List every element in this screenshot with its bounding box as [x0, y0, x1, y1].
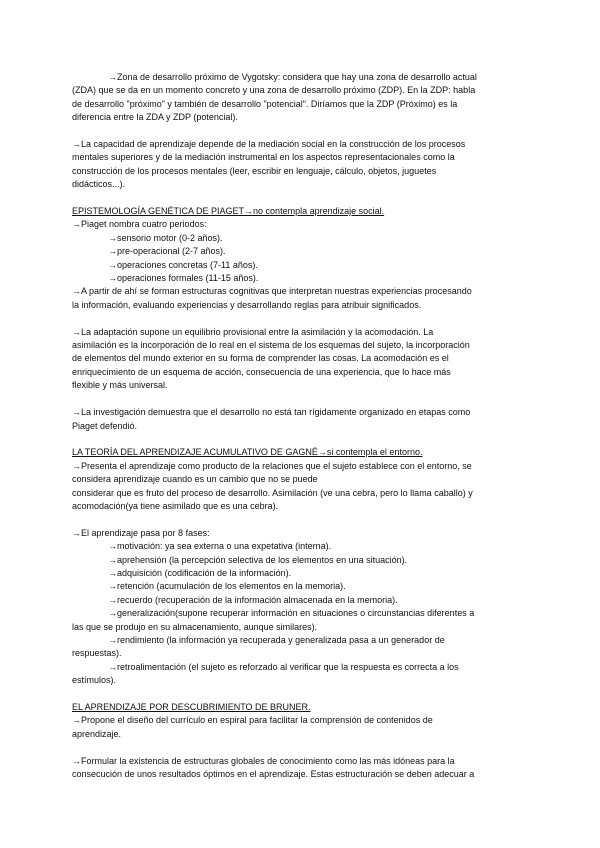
text-block	[72, 701, 520, 741]
text-line: acomodación(ya tiene asimilado que es una cebra).	[72, 500, 279, 511]
text-block	[72, 326, 520, 393]
text-line: →Zona de desarrollo próximo de Vygotsky: considera que hay una zona de desarrollo actual	[108, 72, 477, 82]
section-heading: EL APRENDIZAJE POR DESCUBRIMIENTO DE BRUNER.	[72, 701, 311, 712]
text-line: construcción de los procesos mentales (leer, escribir en lenguaje, cálculo, objetos, juguetes	[72, 165, 437, 176]
section-heading: LA TEORÍA DEL APRENDIZAJE ACUMULATIVO DE GAGNÉ→si contempla el entorno.	[72, 447, 423, 458]
text-line: mentales superiores y de la mediación instrumental en los aspectos representacionales como la	[72, 152, 455, 163]
text-line: →adquisición (codificación de la información).	[108, 567, 292, 578]
text-line: →El aprendizaje pasa por 8 fases:	[72, 527, 210, 538]
text-line: →recuerdo (recuperación de la información almacenada en la memoria).	[108, 594, 398, 605]
text-line: →Propone el diseño del currículo en espiral para facilitar la comprensión de contenidos de	[72, 715, 433, 726]
text-line: aprendizaje.	[72, 728, 122, 739]
text-line: respuestas).	[72, 648, 122, 659]
text-line: la información, evaluando experiencias y desarrollando reglas para atribuir significados.	[72, 299, 422, 310]
text-line: →pre-operacional (2-7 años).	[108, 246, 226, 257]
text-line: →Formular la existencia de estructuras globales de conocimiento como las más idóneas para la	[72, 755, 455, 766]
text-block	[72, 406, 520, 433]
text-block	[72, 527, 520, 688]
text-line: →retroalimentación (el sujeto es reforzado al verificar que la respuesta es correcta a los	[108, 661, 459, 672]
section-heading: EPISTEMOLOGÍA GENÉTICA DE PIAGET→no contempla aprendizaje social.	[72, 206, 385, 217]
text-line: las que se produjo en su almacenamiento, aunque similares).	[72, 621, 318, 632]
text-line: didácticos...).	[72, 179, 126, 190]
text-line: →Presenta el aprendizaje como producto de la relaciones que el sujeto establece con el entorno, se	[72, 460, 472, 471]
text-line: enriquecimiento de un esquema de acción, consecuencia de una experiencia, que lo hace más	[72, 366, 451, 377]
text-line: flexible y más universal.	[72, 380, 168, 391]
text-line: →rendimiento (la información ya recuperada y generalizada pasa a un generador de	[108, 634, 445, 645]
text-block	[72, 138, 520, 192]
text-line: asimilación es la incorporación de lo real en el sistema de los esquemas del sujeto, la incorporación	[72, 340, 470, 351]
text-line: de elementos del mundo exterior en su forma de comprender las cosas. La acomodación es el	[72, 353, 449, 364]
text-line: considerar que es fruto del proceso de desarrollo. Asimilación (ve una cebra, pero lo llama caballo) y	[72, 487, 473, 498]
text-line: →La capacidad de aprendizaje depende de la mediación social en la construcción de los procesos	[72, 139, 466, 150]
text-line: →A partir de ahí se forman estructuras cognitivas que interpretan nuestras experiencias procesando	[72, 286, 472, 297]
text-line: →generalización(supone recuperar información en situaciones o circunstancias diferentes a	[108, 608, 475, 619]
text-block	[72, 71, 520, 125]
text-line: →operaciones formales (11-15 años).	[108, 273, 259, 284]
text-line: de desarrollo "próximo" y también de desarrollo "potencial". Diríamos que la ZDP (Próximo) es la	[72, 98, 458, 109]
text-line: →sensorio motor (0-2 años).	[108, 232, 223, 243]
text-line: →aprehensión (la percepción selectiva de los elementos en una situación).	[108, 554, 408, 565]
text-line: →Piaget nombra cuatro periodos:	[72, 219, 207, 230]
text-line: →La adaptación supone un equilibrio provisional entre la asimilación y la acomodación. La	[72, 326, 434, 337]
text-line: considera aprendizaje cuando es un cambio que no se puede	[72, 474, 318, 485]
text-line: Piaget defendió.	[72, 420, 138, 431]
text-line: estímulos).	[72, 675, 117, 686]
text-block	[72, 755, 520, 782]
text-line: →motivación: ya sea externa o una expetativa (interna).	[108, 541, 332, 552]
text-block	[72, 446, 520, 513]
text-line: →retención (acumulación de los elementos en la memoria).	[108, 581, 346, 592]
text-block	[72, 205, 520, 312]
text-line: diferencia entre la ZDA y ZDP (potencial).	[72, 112, 238, 123]
text-line: consecución de unos resultados óptimos en el aprendizaje. Estas estructuración se deben adecuar a	[72, 769, 475, 779]
text-line: →La investigación demuestra que el desarrollo no está tan rígidamente organizado en etapas como	[72, 407, 471, 418]
text-line: →operaciones concretas (7-11 años).	[108, 259, 258, 270]
text-line: (ZDA) que se da en un momento concreto y una zona de desarrollo próximo (ZDP). En la ZDP: habla	[72, 85, 476, 96]
